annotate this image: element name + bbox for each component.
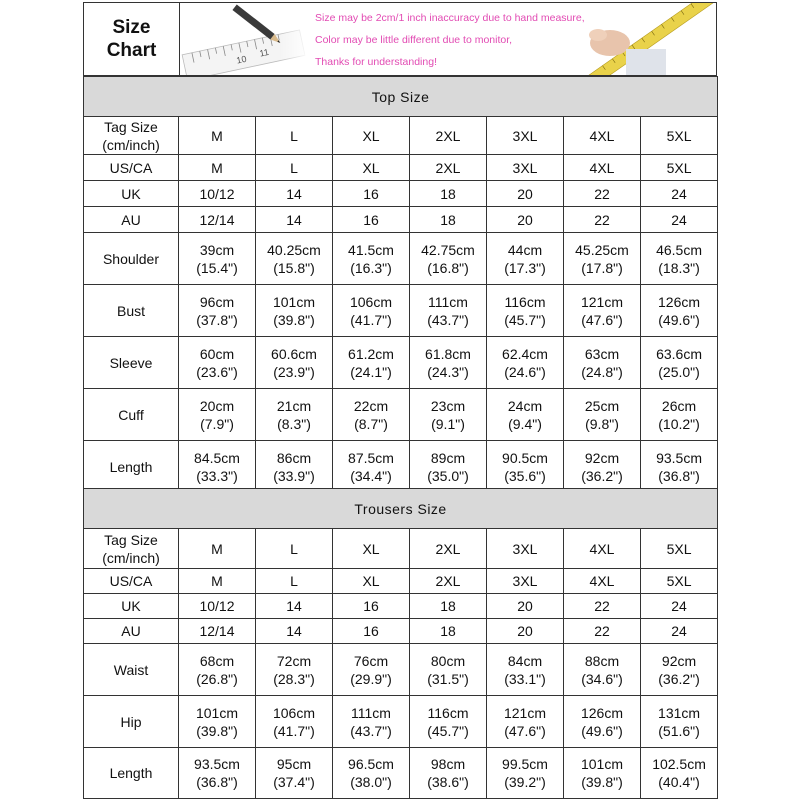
table-cell: 4XL [564, 569, 641, 594]
measure-cell: 24cm (9.4") [487, 389, 564, 441]
table-cell: 20 [487, 619, 564, 644]
measure-cell: 86cm (33.9") [256, 441, 333, 493]
notes-area [179, 3, 716, 75]
table-row [84, 619, 718, 644]
measure-cell: 25cm (9.8") [564, 389, 641, 441]
table-cell: 10/12 [179, 594, 256, 619]
table-cell: 22 [564, 594, 641, 619]
table-cell: 5XL [641, 155, 718, 181]
measure-cell: 72cm (28.3") [256, 644, 333, 696]
top-section-title: Top Size [84, 77, 718, 117]
tag-size-cell: L [256, 529, 333, 569]
measure-cell: 93.5cm (36.8") [179, 748, 256, 799]
measure-cell: 96cm (37.8") [179, 285, 256, 337]
row-label: AU [84, 619, 179, 644]
measure-cell: 90.5cm (35.6") [487, 441, 564, 493]
table-row [84, 696, 718, 748]
table-cell: M [179, 569, 256, 594]
tag-size-label: Tag Size (cm/inch) [84, 117, 179, 155]
measure-cell: 26cm (10.2") [641, 389, 718, 441]
measure-cell: 101cm (39.8") [179, 696, 256, 748]
measure-cell: 111cm (43.7") [410, 285, 487, 337]
table-row [84, 155, 718, 181]
measure-cell: 87.5cm (34.4") [333, 441, 410, 493]
table-cell: 24 [641, 619, 718, 644]
measure-cell: 60cm (23.6") [179, 337, 256, 389]
table-cell: 16 [333, 181, 410, 207]
table-cell: 12/14 [179, 207, 256, 233]
title-line-2: Chart [106, 40, 157, 61]
tag-size-cell: 4XL [564, 117, 641, 155]
measure-cell: 44cm (17.3") [487, 233, 564, 285]
table-row [84, 337, 718, 389]
table-cell: L [256, 569, 333, 594]
table-row [84, 233, 718, 285]
table-cell: XL [333, 569, 410, 594]
row-label: Shoulder [84, 233, 179, 285]
row-label: US/CA [84, 569, 179, 594]
table-cell: 14 [256, 619, 333, 644]
ruler-mark-11: 11 [258, 46, 270, 59]
table-cell: 18 [410, 619, 487, 644]
size-chart-title [84, 3, 180, 75]
measure-cell: 61.8cm (24.3") [410, 337, 487, 389]
table-row [84, 489, 718, 529]
measure-cell: 40.25cm (15.8") [256, 233, 333, 285]
table-cell: 16 [333, 619, 410, 644]
pencil-ruler-icon [179, 3, 309, 75]
measure-cell: 20cm (7.9") [179, 389, 256, 441]
table-cell: 10/12 [179, 181, 256, 207]
measure-cell: 21cm (8.3") [256, 389, 333, 441]
table-row [84, 441, 718, 493]
measure-cell: 99.5cm (39.2") [487, 748, 564, 799]
tag-size-label: Tag Size (cm/inch) [84, 529, 179, 569]
table-row [84, 117, 718, 155]
table-cell: 2XL [410, 155, 487, 181]
table-cell: 24 [641, 207, 718, 233]
measure-cell: 92cm (36.2") [564, 441, 641, 493]
row-label: UK [84, 181, 179, 207]
table-cell: 14 [256, 181, 333, 207]
table-row [84, 644, 718, 696]
table-cell: 18 [410, 181, 487, 207]
table-cell: 4XL [564, 155, 641, 181]
trousers-size-table [83, 488, 718, 799]
table-row [84, 77, 718, 117]
row-label: US/CA [84, 155, 179, 181]
tag-size-cell: M [179, 117, 256, 155]
table-cell: 3XL [487, 155, 564, 181]
tag-size-cell: 5XL [641, 117, 718, 155]
row-label: UK [84, 594, 179, 619]
table-cell: 22 [564, 181, 641, 207]
measure-cell: 101cm (39.8") [256, 285, 333, 337]
measure-cell: 96.5cm (38.0") [333, 748, 410, 799]
measure-cell: 93.5cm (36.8") [641, 441, 718, 493]
title-line-1: Size [112, 17, 151, 38]
row-label: Cuff [84, 389, 179, 441]
measure-cell: 102.5cm (40.4") [641, 748, 718, 799]
table-cell: 20 [487, 207, 564, 233]
chart-header [83, 2, 717, 76]
measure-cell: 106cm (41.7") [256, 696, 333, 748]
measure-cell: 126cm (49.6") [564, 696, 641, 748]
measure-cell: 80cm (31.5") [410, 644, 487, 696]
measure-cell: 63cm (24.8") [564, 337, 641, 389]
note-hand-measure: Size may be 2cm/1 inch inaccuracy due to hand measure, [315, 12, 585, 24]
row-label: AU [84, 207, 179, 233]
tag-size-cell: 4XL [564, 529, 641, 569]
measure-cell: 88cm (34.6") [564, 644, 641, 696]
table-cell: 14 [256, 207, 333, 233]
table-row [84, 389, 718, 441]
tag-size-cell: 3XL [487, 117, 564, 155]
measure-cell: 92cm (36.2") [641, 644, 718, 696]
table-cell: 16 [333, 207, 410, 233]
measure-cell: 98cm (38.6") [410, 748, 487, 799]
measure-cell: 68cm (26.8") [179, 644, 256, 696]
measure-cell: 41.5cm (16.3") [333, 233, 410, 285]
row-label: Bust [84, 285, 179, 337]
tag-size-cell: 2XL [410, 529, 487, 569]
table-cell: 16 [333, 594, 410, 619]
row-label: Sleeve [84, 337, 179, 389]
measure-cell: 23cm (9.1") [410, 389, 487, 441]
table-cell: 20 [487, 181, 564, 207]
table-row [84, 748, 718, 799]
measure-cell: 46.5cm (18.3") [641, 233, 718, 285]
table-cell: L [256, 155, 333, 181]
tag-size-cell: 5XL [641, 529, 718, 569]
measure-cell: 116cm (45.7") [487, 285, 564, 337]
measure-cell: 106cm (41.7") [333, 285, 410, 337]
table-row [84, 207, 718, 233]
hand-tape-icon [586, 3, 716, 75]
measure-cell: 61.2cm (24.1") [333, 337, 410, 389]
measure-cell: 116cm (45.7") [410, 696, 487, 748]
table-row [84, 529, 718, 569]
row-label: Hip [84, 696, 179, 748]
table-row [84, 285, 718, 337]
table-cell: XL [333, 155, 410, 181]
table-cell: 24 [641, 594, 718, 619]
measure-cell: 126cm (49.6") [641, 285, 718, 337]
measure-cell: 76cm (29.9") [333, 644, 410, 696]
ruler-mark-10: 10 [235, 53, 248, 66]
table-row [84, 181, 718, 207]
tag-size-cell: 2XL [410, 117, 487, 155]
table-cell: 22 [564, 207, 641, 233]
table-row [84, 569, 718, 594]
measure-cell: 111cm (43.7") [333, 696, 410, 748]
note-thanks: Thanks for understanding! [315, 56, 437, 68]
measure-cell: 84cm (33.1") [487, 644, 564, 696]
table-cell: 22 [564, 619, 641, 644]
measure-cell: 42.75cm (16.8") [410, 233, 487, 285]
note-color: Color may be little different due to monitor, [315, 34, 513, 46]
measure-cell: 95cm (37.4") [256, 748, 333, 799]
row-label: Length [84, 748, 179, 799]
measure-cell: 84.5cm (33.3") [179, 441, 256, 493]
measure-cell: 39cm (15.4") [179, 233, 256, 285]
row-label: Length [84, 441, 179, 493]
measure-cell: 62.4cm (24.6") [487, 337, 564, 389]
measure-cell: 101cm (39.8") [564, 748, 641, 799]
measure-cell: 45.25cm (17.8") [564, 233, 641, 285]
measure-cell: 131cm (51.6") [641, 696, 718, 748]
measure-cell: 89cm (35.0") [410, 441, 487, 493]
measure-cell: 63.6cm (25.0") [641, 337, 718, 389]
tag-size-cell: M [179, 529, 256, 569]
trousers-section-title: Trousers Size [84, 489, 718, 529]
table-cell: 14 [256, 594, 333, 619]
table-cell: 2XL [410, 569, 487, 594]
table-cell: 18 [410, 207, 487, 233]
row-label: Waist [84, 644, 179, 696]
tag-size-cell: XL [333, 117, 410, 155]
table-cell: 12/14 [179, 619, 256, 644]
tag-size-cell: L [256, 117, 333, 155]
tag-size-cell: 3XL [487, 529, 564, 569]
measure-cell: 121cm (47.6") [564, 285, 641, 337]
table-cell: 3XL [487, 569, 564, 594]
tag-size-cell: XL [333, 529, 410, 569]
top-size-table [83, 76, 718, 493]
table-cell: 18 [410, 594, 487, 619]
measure-cell: 22cm (8.7") [333, 389, 410, 441]
table-cell: M [179, 155, 256, 181]
table-cell: 24 [641, 181, 718, 207]
measure-cell: 121cm (47.6") [487, 696, 564, 748]
table-cell: 20 [487, 594, 564, 619]
table-row [84, 594, 718, 619]
measure-cell: 60.6cm (23.9") [256, 337, 333, 389]
table-cell: 5XL [641, 569, 718, 594]
